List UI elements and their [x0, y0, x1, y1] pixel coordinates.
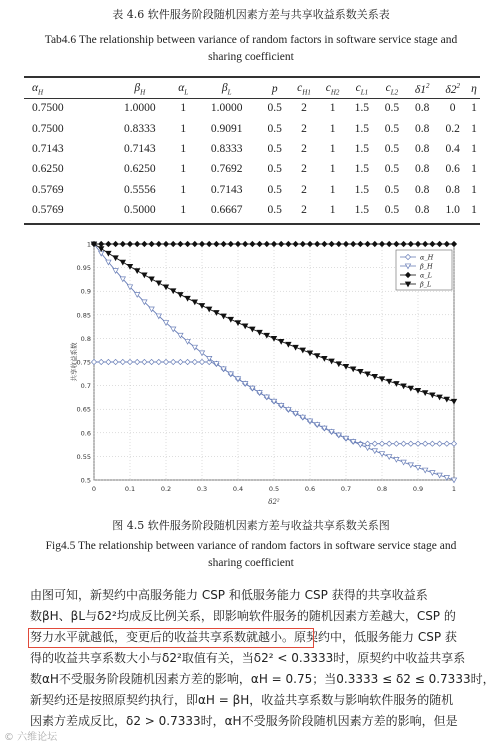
table-cell: 1.5 — [354, 142, 370, 155]
table-row — [24, 139, 480, 159]
y-tick-label: 0.9 — [80, 287, 91, 296]
x-tick-label: 0.4 — [232, 485, 244, 493]
y-tick-label: 0.55 — [76, 452, 91, 461]
table-cell: 1 — [471, 163, 477, 176]
table-cell: 0.5556 — [124, 183, 156, 196]
table-cell: 0.5769 — [32, 183, 64, 196]
table-cell: 0.8333 — [210, 142, 243, 155]
table-cell: 0.8 — [414, 122, 430, 135]
variance-table — [24, 80, 480, 220]
body-line: 努力水平就越低，变更后的收益共享系数就越小。原契约中，低服务能力 CSP 获 — [30, 630, 457, 644]
table-cell: 0.7143 — [124, 142, 156, 155]
header-cell: $\alpha_L$ — [178, 81, 189, 97]
header-cell: $c_{L2}$ — [385, 81, 399, 97]
table-cell: 1.0000 — [124, 102, 156, 115]
header-cell: $\beta_H$ — [134, 81, 146, 97]
table-cell: 1 — [471, 102, 477, 115]
table-row — [24, 98, 480, 118]
table-cell: 2 — [301, 142, 307, 155]
table-bottom-rule — [24, 223, 480, 225]
table-cell: 1 — [180, 122, 187, 135]
table-cell: 2 — [301, 102, 307, 115]
table-caption-en-line2: sharing coefficient — [208, 51, 294, 63]
body-line: 数αH不受服务阶段随机因素方差的影响，αH = 0.75；当0.3333 ≤ δ2 ≤ 0.7333时， — [30, 672, 495, 686]
table-cell: 0.8 — [414, 163, 430, 176]
x-tick-label: 0 — [91, 485, 97, 493]
header-cell: η — [471, 83, 477, 95]
y-tick-label: 0.65 — [76, 405, 91, 414]
legend-label: β_L — [420, 280, 432, 289]
table-cell: 0.5 — [384, 204, 400, 217]
table-cell: 1.0000 — [210, 102, 243, 115]
y-tick-label: 0.95 — [76, 264, 91, 273]
header-cell: $\delta 2^2$ — [445, 82, 460, 96]
table-cell: 1 — [329, 122, 336, 135]
figure-caption-en-line1: Fig4.5 The relationship between variance of random factors in software service stage and — [45, 540, 457, 552]
table-cell: 0.7143 — [32, 142, 64, 155]
table-cell: 2 — [301, 183, 307, 196]
table-cell: 0.6 — [445, 163, 460, 176]
table-cell: 0.5 — [384, 163, 400, 176]
table-cell: 0.5 — [267, 204, 282, 217]
table-cell: 0.7692 — [210, 163, 243, 176]
table-cell: 1.5 — [354, 102, 370, 115]
x-tick-label: 0.2 — [160, 485, 172, 493]
y-tick-label: 0.8 — [80, 334, 91, 343]
body-line: 数βH、βL与δ2²均成反比例关系，即影响软件服务的随机因素方差越大，CSP 的 — [30, 609, 456, 623]
table-cell: 1 — [329, 183, 336, 196]
table-cell: 0.8 — [414, 142, 430, 155]
x-tick-label: 0.6 — [304, 485, 316, 493]
body-line: 得的收益共享系数大小与δ2²取值有关，当δ2² < 0.3333时，原契约中收益共享系 — [30, 651, 466, 665]
table-cell: 0.5 — [384, 183, 400, 196]
header-cell: $c_{L1}$ — [355, 81, 369, 97]
table-cell: 1 — [471, 122, 477, 135]
y-tick-label: 0.5 — [80, 476, 91, 485]
x-tick-label: 0.3 — [196, 485, 208, 493]
table-cell: 1 — [180, 163, 187, 176]
body-line: 因素方差成反比，δ2 > 0.7333时，αH不受服务阶段随机因素方差的影响，但是 — [30, 714, 458, 728]
y-tick-label: 0.7 — [80, 382, 91, 391]
table-cell: 1 — [180, 204, 187, 217]
table-cell: 0.4 — [445, 142, 460, 155]
table-cell: 0.9091 — [210, 122, 243, 135]
table-cell: 1 — [180, 142, 187, 155]
table-cell: 0.5 — [384, 102, 400, 115]
table-cell: 1.5 — [354, 183, 370, 196]
table-caption-en-line1: Tab4.6 The relationship between variance of random factors in software service stage and — [44, 34, 458, 46]
body-line: 由图可知，新契约中高服务能力 CSP 和低服务能力 CSP 获得的共享收益系 — [30, 588, 428, 602]
header-cell: p — [271, 83, 278, 95]
table-cell: 1 — [471, 142, 477, 155]
table-header-row — [24, 80, 480, 98]
table-cell: 0.5769 — [32, 204, 64, 217]
table-cell: 1.5 — [354, 163, 370, 176]
x-tick-label: 0.9 — [412, 485, 424, 493]
highlight-box — [28, 628, 314, 648]
table-cell: 1.5 — [354, 122, 370, 135]
table-cell: 1 — [471, 183, 477, 196]
table-cell: 1 — [329, 204, 336, 217]
table-cell: 0.5 — [267, 122, 282, 135]
table-cell: 0.5 — [384, 122, 400, 135]
x-axis-label: δ2² — [268, 498, 280, 506]
table-row — [24, 159, 480, 179]
header-cell: $\delta 1^2$ — [414, 82, 430, 96]
table-row — [24, 200, 480, 220]
x-tick-label: 0.8 — [376, 485, 388, 493]
table-caption-cn: 表 4.6 软件服务阶段随机因素方差与共享收益系数关系表 — [112, 8, 390, 21]
table-cell: 0.5 — [267, 183, 282, 196]
table-cell: 1.0 — [445, 204, 460, 217]
header-cell: $c_{H2}$ — [325, 81, 340, 97]
table-cell: 0.6250 — [124, 163, 156, 176]
table-cell: 0.8 — [414, 183, 430, 196]
table-cell: 0.5 — [267, 163, 282, 176]
watermark: © 六维论坛 — [4, 732, 58, 743]
table-cell: 2 — [301, 163, 307, 176]
legend-label: β_H — [420, 262, 433, 271]
table-cell: 1.5 — [354, 204, 370, 217]
y-axis-label: 共享收益系数 — [70, 342, 78, 382]
table-cell: 2 — [301, 122, 307, 135]
table-cell: 0.5000 — [124, 204, 156, 217]
table-cell: 0.6250 — [32, 163, 64, 176]
figure-caption-cn: 图 4.5 软件服务阶段随机因素方差与收益共享系数关系图 — [112, 519, 390, 532]
figure-caption-en-line2: sharing coefficient — [208, 557, 294, 569]
table-cell: 0.2 — [445, 122, 460, 135]
table-row — [24, 180, 480, 200]
table-cell: 0.7500 — [32, 122, 64, 135]
x-tick-label: 0.5 — [268, 485, 280, 493]
table-cell: 0.5 — [267, 142, 282, 155]
table-cell: 1 — [180, 183, 187, 196]
x-tick-label: 0.7 — [340, 485, 352, 493]
y-tick-label: 1 — [86, 240, 91, 249]
table-cell: 1 — [180, 102, 187, 115]
legend-label: α_H — [420, 253, 434, 262]
table-cell: 0.7143 — [210, 183, 243, 196]
table-cell: 0.8 — [414, 204, 430, 217]
body-line: 新契约还是按照原契约执行，即αH = βH，收益共享系数与影响软件服务的随机 — [30, 693, 454, 707]
table-cell: 0.5 — [267, 102, 282, 115]
table-cell: 1 — [471, 204, 477, 217]
table-cell: 1 — [329, 102, 336, 115]
table-cell: 0.5 — [384, 142, 400, 155]
table-cell: 1 — [329, 142, 336, 155]
y-tick-label: 0.75 — [76, 358, 91, 367]
x-tick-label: 0.1 — [124, 485, 136, 493]
table-cell: 0.6667 — [210, 204, 243, 217]
table-cell: 0.8 — [445, 183, 460, 196]
header-cell: $c_{H1}$ — [297, 81, 311, 97]
table-cell: 0.8 — [414, 102, 430, 115]
header-cell: $\alpha_H$ — [32, 81, 44, 97]
x-tick-label: 1 — [451, 485, 457, 493]
legend-label: α_L — [420, 271, 432, 280]
y-tick-label: 0.6 — [80, 429, 91, 438]
table-cell: 1 — [329, 163, 336, 176]
table-cell: 0.7500 — [32, 102, 64, 115]
table-cell: 0 — [449, 102, 456, 115]
table-top-rule — [24, 76, 480, 78]
table-row — [24, 118, 480, 138]
variance-line-chart — [66, 236, 466, 506]
table-cell: 2 — [301, 204, 307, 217]
table-cell: 0.8333 — [124, 122, 156, 135]
header-cell: $\beta_L$ — [221, 81, 232, 97]
y-tick-label: 0.85 — [76, 311, 91, 320]
